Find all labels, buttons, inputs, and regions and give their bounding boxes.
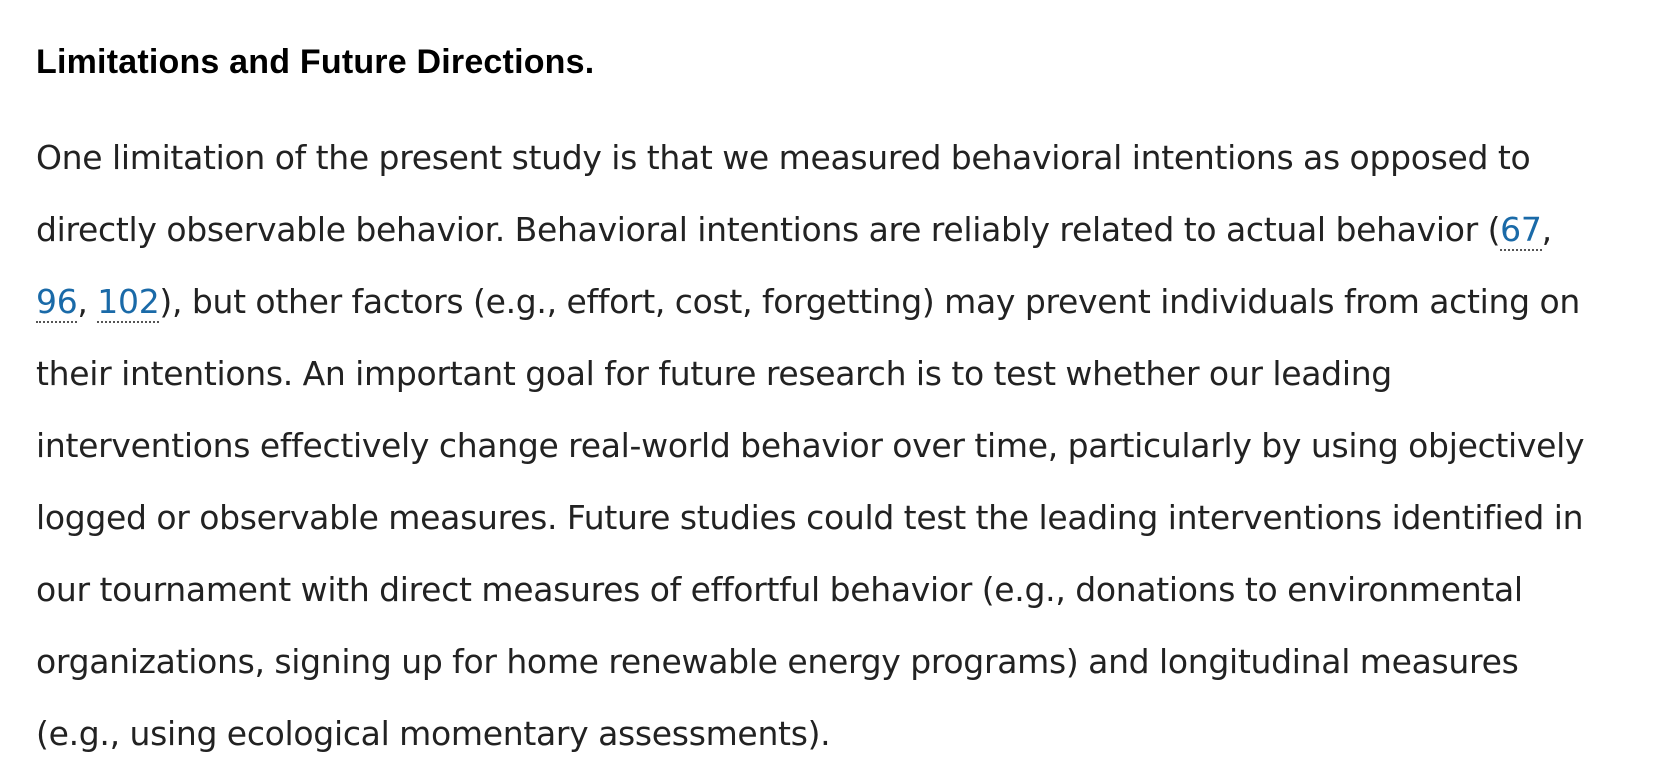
citation-separator: ,: [1541, 210, 1552, 249]
paragraph-line-9: (e.g., using ecological momentary assessments).: [36, 714, 831, 753]
line-2-text: directly observable behavior. Behavioral intentions are reliably related to actual behavior (: [36, 210, 1501, 249]
paragraph-line-4: their intentions. An important goal for future research is to test whether our leading: [36, 354, 1392, 393]
citation-separator: ,: [77, 282, 98, 321]
section-heading: Limitations and Future Directions.: [36, 43, 595, 81]
line-3-text: ), but other factors (e.g., effort, cost, forgetting) may prevent individuals from acting on: [159, 282, 1580, 321]
paragraph-line-3: [36, 266, 1626, 338]
paragraph-line-6: logged or observable measures. Future studies could test the leading interventions identified in: [36, 498, 1584, 537]
section-paragraph: [36, 122, 1626, 770]
citation-link-67[interactable]: 67: [1500, 210, 1542, 249]
paragraph-line-2: [36, 194, 1626, 266]
citation-link-102[interactable]: 102: [97, 282, 160, 321]
paragraph-line-1: One limitation of the present study is that we measured behavioral intentions as opposed to: [36, 138, 1531, 177]
citation-link-96[interactable]: 96: [36, 282, 78, 321]
paragraph-line-7: our tournament with direct measures of effortful behavior (e.g., donations to environmental: [36, 570, 1523, 609]
paragraph-line-8: organizations, signing up for home renewable energy programs) and longitudinal measures: [36, 642, 1519, 681]
paragraph-line-5: interventions effectively change real-world behavior over time, particularly by using objectively: [36, 426, 1585, 465]
